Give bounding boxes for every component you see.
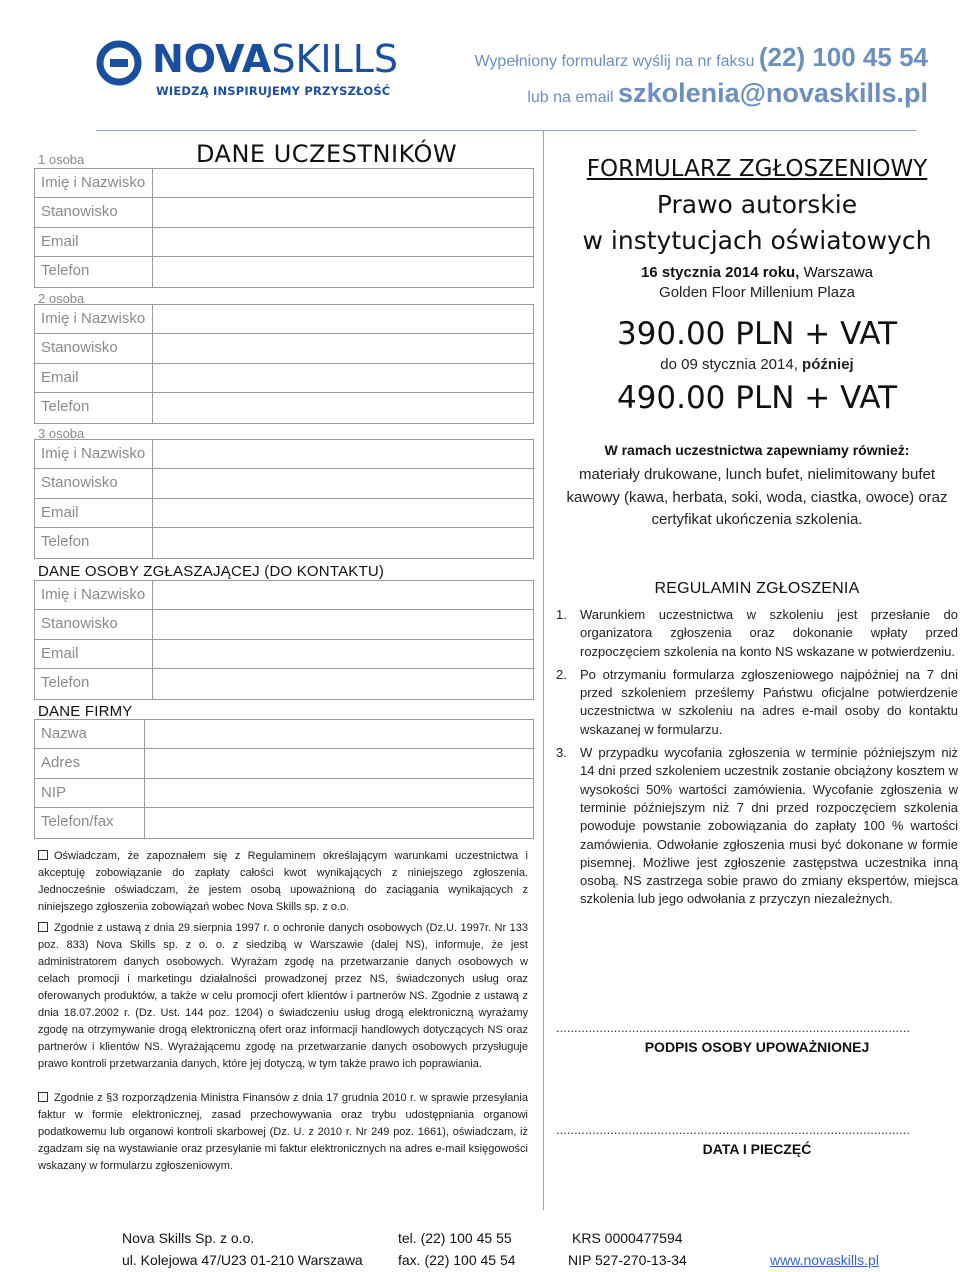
email-field[interactable]	[153, 640, 533, 668]
position-field[interactable]	[153, 198, 533, 226]
fax-instruction	[474, 42, 928, 73]
email-field[interactable]	[153, 228, 533, 256]
field-label: Email	[35, 640, 153, 668]
price-deadline	[556, 356, 958, 373]
logo-name-bold: NOVA	[152, 37, 272, 81]
date-stamp-label: DATA I PIECZĘĆ	[702, 1141, 812, 1157]
field-label: Imię i Nazwisko	[35, 440, 153, 468]
field-label: Email	[35, 499, 153, 527]
field-label: Imię i Nazwisko	[35, 581, 153, 609]
participant-1-grid	[34, 168, 534, 288]
list-item	[556, 606, 958, 661]
logo-icon	[96, 40, 142, 86]
declaration-terms	[38, 848, 528, 916]
course-date	[556, 264, 958, 281]
name-field[interactable]	[153, 305, 533, 333]
rule-text: Po otrzymaniu formularza zgłoszeniowego najpóźniej na 7 dni przed szkoleniem prześlemy Państwu oficjalne potwierdzenie uczestnictwa w szkoleniu na adres e-mail osoby do kontaktu wskazanej w formularzu.	[580, 666, 958, 737]
field-label: Telefon	[35, 257, 153, 286]
rules-title: REGULAMIN ZGŁOSZENIA	[654, 580, 860, 597]
phone-field[interactable]	[153, 393, 533, 422]
logo-name-light: SKILLS	[271, 37, 399, 81]
email-prefix: lub na email	[527, 89, 614, 106]
phone-field[interactable]	[153, 257, 533, 286]
form-row	[35, 469, 533, 498]
field-label: NIP	[35, 779, 145, 807]
form-row	[35, 640, 533, 669]
date-text: 16 stycznia 2014 roku,	[640, 264, 800, 281]
field-label: Email	[35, 364, 153, 392]
date-stamp-line[interactable]: ..................................................................................................	[556, 1122, 910, 1137]
signature-label: PODPIS OSOBY UPOWAŻNIONEJ	[644, 1039, 870, 1055]
form-row	[35, 749, 533, 778]
name-field[interactable]	[153, 169, 533, 197]
contact-grid	[34, 580, 534, 700]
field-label: Telefon	[35, 393, 153, 422]
declaration-text: Oświadczam, że zapoznałem się z Regulaminem określającym warunkami uczestnictwa i akceptuję zobowiązanie do zapłaty całości kwot wynikających z niniejszego zgłoszenia. Jednocześnie oświadczam, że jestem osobą upoważnioną do zaciągania wynikających z niniejszego zgłoszenia zobowiązań wobec Nova Skills sp. z o.o.	[38, 850, 528, 913]
form-row	[35, 228, 533, 257]
company-nip-field[interactable]	[145, 779, 533, 807]
footer-fax: fax. (22) 100 45 54	[398, 1252, 516, 1268]
form-row	[35, 169, 533, 198]
logo-wordmark	[152, 36, 398, 82]
declaration-gdpr	[38, 920, 528, 1073]
form-row	[35, 198, 533, 227]
price-late: 490.00 PLN + VAT	[616, 380, 898, 416]
form-title: FORMULARZ ZGŁOSZENIOWY	[586, 156, 928, 182]
list-item	[556, 666, 958, 739]
date-city: Warszawa	[799, 264, 874, 281]
logo-tagline: WIEDZĄ INSPIRUJEMY PRZYSZŁOŚĆ	[156, 84, 391, 98]
field-label: Stanowisko	[35, 469, 153, 497]
company-phone-field[interactable]	[145, 808, 533, 837]
field-label: Imię i Nazwisko	[35, 169, 153, 197]
declaration-invoice	[38, 1090, 528, 1175]
footer-krs: KRS 0000477594	[572, 1230, 683, 1246]
form-row	[35, 305, 533, 334]
terms-checkbox[interactable]	[38, 850, 48, 860]
field-label: Telefon	[35, 669, 153, 698]
phone-field[interactable]	[153, 669, 533, 698]
field-label: Stanowisko	[35, 610, 153, 638]
header-rule	[96, 130, 916, 131]
course-title: Prawo autorskie	[656, 190, 858, 219]
participant-2-grid	[34, 304, 534, 424]
form-row	[35, 779, 533, 808]
contact-title: DANE OSOBY ZGŁASZAJĄCEJ (DO KONTAKTU)	[38, 563, 385, 580]
declaration-text: Zgodnie z ustawą z dnia 29 sierpnia 1997 r. o ochronie danych osobowych (Dz.U. 1997r. Nr 133 poz. 833) Nova Skills sp. z o. o. z siedzibą w Warszawie (dalej NS), informuje, że jest administratorem danych osobowych. Wyrażam zgodę na przetwarzanie danych osobowych w celach promocji i marketingu działalności prowadzonej przez NS, świadczonych usług oraz oferowanych produktów, a także w celu promocji ofert klientów i partnerów NS. Zgodnie z ustawą z dnia 18.07.2002 r. (Dz. Ust. 144 poz. 1204) o świadczeniu usług drogą elektroniczną wyrażamy zgodę na otrzymywanie drogą elektroniczną ofert oraz informacji handlowych dotyczących NS oraz partnerów i klientów NS. Wyrażającemu zgodę na przetwarzanie danych osobowych przysługuje prawo kontroli przetwarzania danych, które jej dotyczą, w tym także prawo ich poprawiania.	[38, 922, 528, 1070]
name-field[interactable]	[153, 581, 533, 609]
course-venue: Golden Floor Millenium Plaza	[659, 284, 855, 301]
position-field[interactable]	[153, 334, 533, 362]
email-address[interactable]: szkolenia@novaskills.pl	[618, 78, 928, 108]
rule-number: 3.	[556, 745, 567, 761]
deadline-text: do 09 stycznia 2014,	[660, 356, 803, 373]
form-row	[35, 257, 533, 286]
column-divider	[543, 130, 544, 1210]
e-invoice-checkbox[interactable]	[38, 1092, 48, 1102]
footer-address: ul. Kolejowa 47/U23 01-210 Warszawa	[122, 1252, 363, 1268]
footer-nip: NIP 527-270-13-34	[568, 1252, 687, 1268]
form-row	[35, 720, 533, 749]
rule-number: 1.	[556, 607, 567, 622]
form-row	[35, 581, 533, 610]
email-field[interactable]	[153, 499, 533, 527]
course-subtitle: w instytucjach oświatowych	[582, 226, 932, 255]
field-label: Telefon/fax	[35, 808, 145, 837]
field-label: Email	[35, 228, 153, 256]
field-label: Stanowisko	[35, 334, 153, 362]
fax-prefix: Wypełniony formularz wyślij na nr faksu	[474, 53, 755, 70]
form-row	[35, 334, 533, 363]
signature-line[interactable]: ..................................................................................................	[556, 1020, 910, 1035]
phone-field[interactable]	[153, 528, 533, 557]
website-link[interactable]: www.novaskills.pl	[770, 1252, 879, 1268]
form-row	[35, 528, 533, 557]
form-row	[35, 808, 533, 837]
list-item	[556, 744, 958, 909]
included-description: materiały drukowane, lunch bufet, nielimitowany bufet kawowy (kawa, herbata, soki, woda, ciastka, owoce) oraz certyfikat ukończenia szkolenia.	[566, 466, 948, 528]
footer-tel: tel. (22) 100 45 55	[398, 1230, 512, 1246]
field-label: Telefon	[35, 528, 153, 557]
email-field[interactable]	[153, 364, 533, 392]
rule-text: Warunkiem uczestnictwa w szkoleniu jest przesłanie do organizatora zgłoszenia oraz dokonanie wpłaty przed rozpoczęciem szkolenia na konto NS wskazane w potwierdzeniu.	[580, 607, 958, 659]
field-label: Imię i Nazwisko	[35, 305, 153, 333]
footer-website	[770, 1252, 879, 1268]
field-label: Adres	[35, 749, 145, 777]
included-heading: W ramach uczestnictwa zapewniamy również:	[604, 442, 910, 458]
form-row	[35, 499, 533, 528]
form-row	[35, 440, 533, 469]
rules-list	[556, 606, 958, 914]
participant-1-label: 1 osoba	[38, 152, 85, 167]
name-field[interactable]	[153, 440, 533, 468]
company-grid	[34, 719, 534, 839]
fax-number: (22) 100 45 54	[758, 42, 928, 72]
deadline-later: później	[802, 356, 854, 373]
participant-2-label: 2 osoba	[38, 291, 85, 306]
participants-title: DANE UCZESTNIKÓW	[196, 140, 458, 168]
email-instruction	[527, 78, 928, 109]
company-address-field[interactable]	[145, 749, 533, 777]
participant-3-label: 3 osoba	[38, 426, 85, 441]
form-row	[35, 393, 533, 422]
form-row	[35, 610, 533, 639]
field-label: Stanowisko	[35, 198, 153, 226]
form-row	[35, 364, 533, 393]
position-field[interactable]	[153, 469, 533, 497]
data-consent-checkbox[interactable]	[38, 922, 48, 932]
price-early: 390.00 PLN + VAT	[616, 316, 898, 352]
company-name-field[interactable]	[145, 720, 533, 748]
rule-number: 2.	[556, 666, 567, 682]
company-title: DANE FIRMY	[38, 703, 133, 720]
declaration-text: Zgodnie z §3 rozporządzenia Ministra Finansów z dnia 17 grudnia 2010 r. w sprawie przesyłania faktur w formie elektronicznej, zasad przechowywania oraz trybu udostępniania organowi podatkowemu lub organowi kontroli skarbowej (Dz. U. z 2010 r. Nr 249 poz. 1661), oświadczam, iż zgadzam się na wystawianie oraz przesyłanie mi faktur elektronicznych na adres e-mail księgowości wskazany w formularzu zgłoszeniowym.	[38, 1092, 528, 1172]
footer-company: Nova Skills Sp. z o.o.	[122, 1230, 255, 1246]
rule-text: W przypadku wycofania zgłoszenia w terminie późniejszym niż 14 dni przed szkoleniem uczestnik zostanie obciążony kosztem w wysokości 50% wartości zamówienia. Wycofanie zgłoszenia w terminie późniejszym niż 7 dni przed rozpoczęciem szkolenia powoduje powstanie zobowiązania do zapłaty 100 % wartości zamówienia. Odwołanie zgłoszenia musi być dokonane w formie pisemnej. Możliwe jest zgłoszenie zastępstwa uczestnika inną osobą. NS zastrzega sobie prawo do zmiany ekspertów, miejsca szkolenia lub jego odwołania z przyczyn niezależnych.	[580, 745, 958, 907]
field-label: Nazwa	[35, 720, 145, 748]
position-field[interactable]	[153, 610, 533, 638]
form-row	[35, 669, 533, 698]
participant-3-grid	[34, 439, 534, 559]
